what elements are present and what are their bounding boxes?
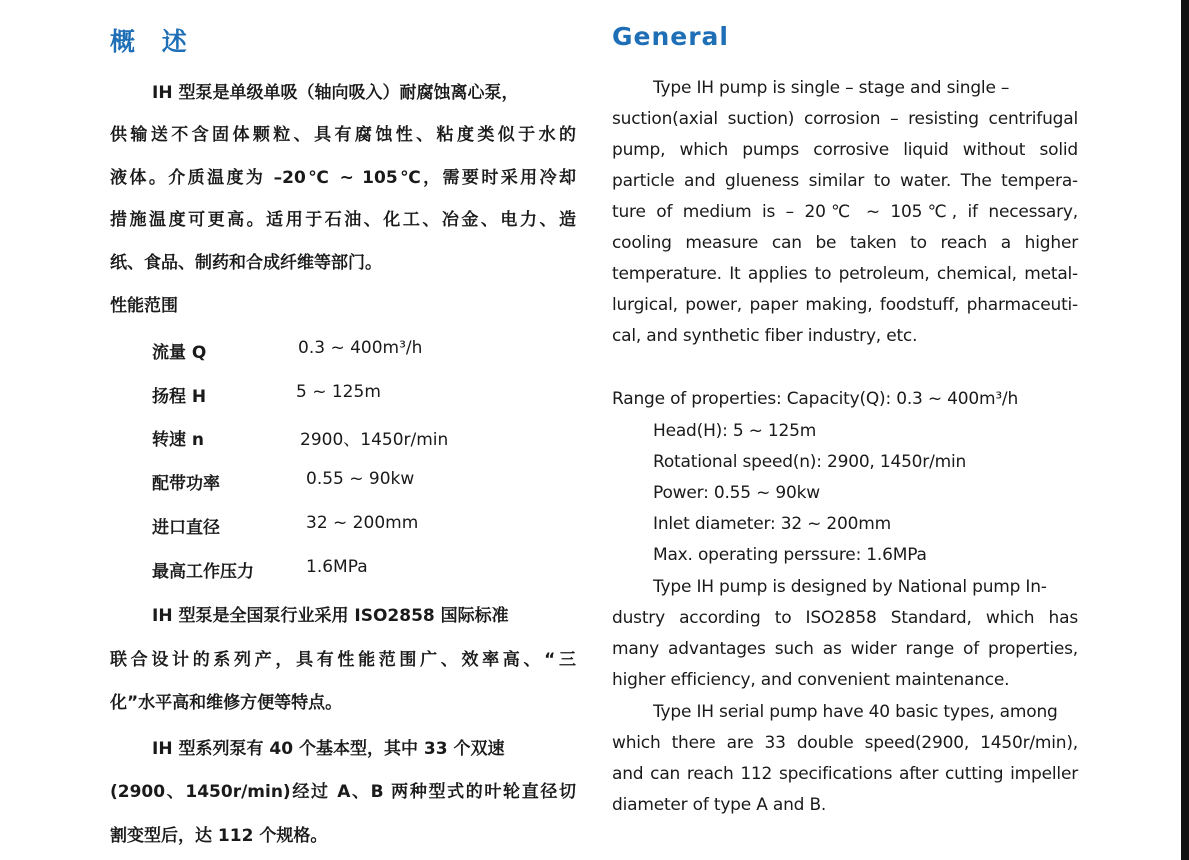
cn-property-label: 转速 n bbox=[152, 430, 205, 450]
en-para1-line: cal, and synthetic fiber industry, etc. bbox=[612, 326, 918, 346]
en-para1-line: temperature. It applies to petroleum, chemical, metal- bbox=[612, 264, 1078, 284]
en-range-line: Max. operating perssure: 1.6MPa bbox=[653, 545, 927, 565]
cn-para3-line: (2900、1450r/min)经过 A、B 两种型式的叶轮直径切 bbox=[110, 782, 576, 802]
en-para3-line: Type IH serial pump have 40 basic types, among bbox=[653, 702, 1058, 722]
cn-para1-line: 纸、食品、制药和合成纤维等部门。 bbox=[110, 253, 382, 273]
cn-para1-line: 供输送不含固体颗粒、具有腐蚀性、粘度类似于水的 bbox=[110, 125, 576, 145]
en-para3-line: and can reach 112 specifications after cutting impeller bbox=[612, 764, 1078, 784]
en-para2-line: higher efficiency, and convenient maintenance. bbox=[612, 670, 1010, 690]
en-range-line: Inlet diameter: 32 ~ 200mm bbox=[653, 514, 891, 534]
en-para2-line: many advantages such as wider range of properties, bbox=[612, 639, 1078, 659]
cn-para2-line: IH 型泵是全国泵行业采用 ISO2858 国际标准 bbox=[152, 606, 509, 626]
cn-para2-line: 联合设计的系列产，具有性能范围广、效率高、“三 bbox=[110, 650, 576, 670]
en-range-line: Range of properties: Capacity(Q): 0.3 ~ 400m³/h bbox=[612, 389, 1019, 409]
cn-property-label: 进口直径 bbox=[152, 518, 220, 538]
en-range-line: Power: 0.55 ~ 90kw bbox=[653, 483, 820, 503]
en-range-line: Head(H): 5 ~ 125m bbox=[653, 421, 817, 441]
en-para1-line: Type IH pump is single – stage and single – bbox=[653, 78, 1010, 98]
cn-para1-line: IH 型泵是单级单吸（轴向吸入）耐腐蚀离心泵， bbox=[152, 83, 519, 103]
page-edge-bar bbox=[1181, 0, 1189, 860]
cn-property-label: 扬程 H bbox=[152, 387, 207, 407]
cn-property-value: 32 ~ 200mm bbox=[306, 513, 419, 533]
cn-para1-line: 液体。介质温度为 –20℃ ~ 105℃，需要时采用冷却 bbox=[110, 168, 576, 188]
cn-para1-line: 措施温度可更高。适用于石油、化工、冶金、电力、造 bbox=[110, 210, 576, 230]
en-para3-line: which there are 33 double speed(2900, 1450r/min), bbox=[612, 733, 1078, 753]
en-para1-line: ture of medium is – 20℃ ~ 105℃, if necessary, bbox=[612, 202, 1078, 222]
cn-para3-line: IH 型系列泵有 40 个基本型，其中 33 个双速 bbox=[152, 739, 505, 759]
cn-range-title: 性能范围 bbox=[110, 296, 178, 316]
cn-para2-line: 化”水平高和维修方便等特点。 bbox=[110, 693, 343, 713]
en-para1-line: lurgical, power, paper making, foodstuff, pharmaceuti- bbox=[612, 295, 1078, 315]
en-para3-line: diameter of type A and B. bbox=[612, 795, 827, 815]
en-para1-line: pump, which pumps corrosive liquid without solid bbox=[612, 140, 1078, 160]
chinese-heading: 概 述 bbox=[110, 27, 196, 56]
cn-property-value: 0.55 ~ 90kw bbox=[306, 469, 415, 489]
cn-property-label: 配带功率 bbox=[152, 474, 220, 494]
en-para2-line: Type IH pump is designed by National pump In- bbox=[653, 577, 1047, 597]
cn-property-value: 5 ~ 125m bbox=[296, 382, 381, 402]
en-range-line: Rotational speed(n): 2900, 1450r/min bbox=[653, 452, 967, 472]
en-para1-line: cooling measure can be taken to reach a higher bbox=[612, 233, 1078, 253]
english-heading: General bbox=[612, 22, 729, 51]
cn-property-label: 流量 Q bbox=[152, 343, 207, 363]
cn-property-value: 2900、1450r/min bbox=[300, 430, 449, 450]
en-para2-line: dustry according to ISO2858 Standard, which has bbox=[612, 608, 1078, 628]
cn-property-value: 1.6MPa bbox=[306, 557, 368, 577]
cn-property-value: 0.3 ~ 400m³/h bbox=[298, 338, 423, 358]
en-para1-line: particle and glueness similar to water. The tempera- bbox=[612, 171, 1078, 191]
cn-property-label: 最高工作压力 bbox=[152, 562, 254, 582]
cn-para3-line: 割变型后，达 112 个规格。 bbox=[110, 826, 328, 846]
en-para1-line: suction(axial suction) corrosion – resisting centrifugal bbox=[612, 109, 1078, 129]
